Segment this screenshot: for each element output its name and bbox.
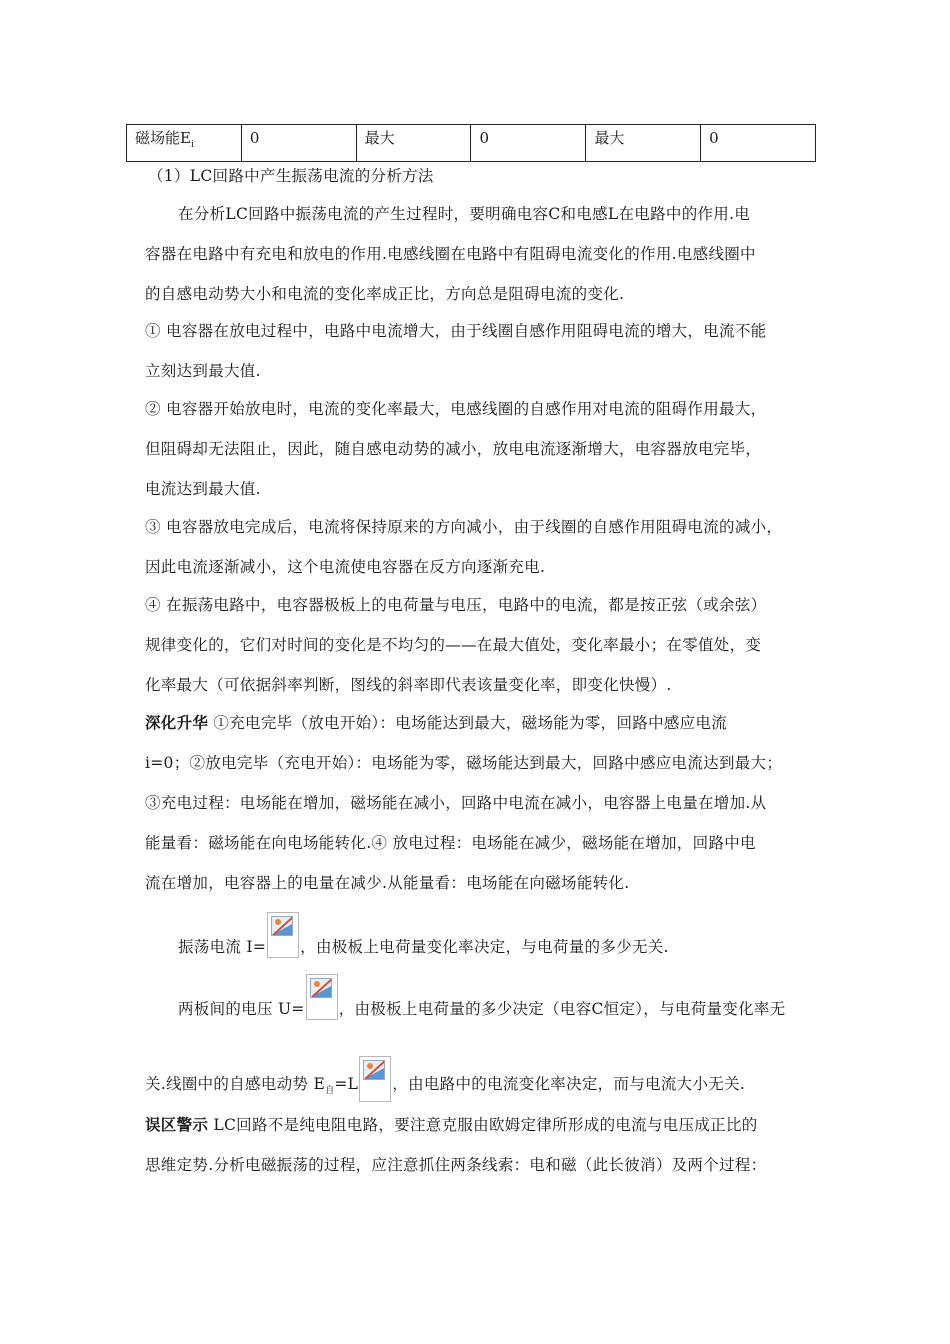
caution-line: 误区警示 LC回路不是纯电阻电路，要注意克服由欧姆定律所形成的电流与电压成正比的 bbox=[145, 1115, 758, 1134]
deepen-label: 深化升华 bbox=[145, 713, 209, 732]
deepen-line: 流在增加，电容器上的电量在减少.从能量看：电场能在向磁场能转化. bbox=[145, 874, 630, 892]
list-item-line: ④ 在振荡电路中，电容器极板上的电荷量与电压，电路中的电流，都是按正弦（或余弦） bbox=[145, 596, 767, 614]
formula-line-current: 振荡电流 I= ，由极板上电荷量变化率决定，与电荷量的多少无关. bbox=[178, 912, 669, 958]
list-item-line: 化率最大（可依据斜率判断，图线的斜率即代表该量变化率，即变化快慢）. bbox=[145, 676, 672, 694]
list-item-line: ③ 电容器放电完成后，电流将保持原来的方向减小，由于线圈的自感作用阻碍电流的减小， bbox=[145, 518, 783, 536]
formula-line-voltage: 两板间的电压 U= ，由极板上电荷量的多少决定（电容C恒定），与电荷量变化率无 bbox=[178, 974, 786, 1020]
paragraph-line: 容器在电路中有充电和放电的作用.电感线圈在电路中有阻碍电流变化的作用.电感线圈中 bbox=[145, 245, 756, 263]
table-cell: 0 bbox=[701, 125, 816, 162]
table-cell: 最大 bbox=[356, 125, 471, 162]
caution-line: 思维定势.分析电磁振荡的过程，应注意抓住两条线索：电和磁（此长彼消）及两个过程： bbox=[145, 1156, 767, 1174]
formula-image-icon bbox=[306, 974, 338, 1020]
list-item-line: ② 电容器开始放电时，电流的变化率最大，电感线圈的自感作用对电流的阻碍作用最大， bbox=[145, 400, 767, 418]
formula-image-icon bbox=[267, 912, 299, 958]
formula-image-icon bbox=[359, 1056, 391, 1102]
table-cell-label: 磁场能$E_i$ bbox=[127, 125, 242, 162]
table-cell: 最大 bbox=[586, 125, 701, 162]
deepen-line: ③充电过程：电场能在增加，磁场能在减小，回路中电流在减小，电容器上电量在增加.从 bbox=[145, 794, 767, 812]
deepen-line: i=0；②放电完毕（充电开始）：电场能为零，磁场能达到最大，回路中感应电流达到最大； bbox=[145, 754, 783, 772]
list-item-line: 规律变化的，它们对时间的变化是不均匀的——在最大值处，变化率最小；在零值处，变 bbox=[145, 636, 762, 654]
deepen-line: 深化升华 ①充电完毕（放电开始）：电场能达到最大，磁场能为零，回路中感应电流 bbox=[145, 713, 728, 732]
list-item-line: 因此电流逐渐减小，这个电流使电容器在反方向逐渐充电. bbox=[145, 558, 546, 576]
deepen-line: 能量看：磁场能在向电场能转化.④ 放电过程：电场能在减少，磁场能在增加，回路中电 bbox=[145, 834, 756, 852]
paragraph-line: 在分析LC回路中振荡电流的产生过程时，要明确电容C和电感L在电路中的作用.电 bbox=[178, 205, 751, 223]
formula-line-emf: 关.线圈中的自感电动势 $E_自=L$ ，由电路中的电流变化率决定，而与电流大小无关. bbox=[145, 1056, 745, 1102]
table-cell: 0 bbox=[471, 125, 586, 162]
energy-table bbox=[126, 124, 816, 162]
table-cell: 0 bbox=[241, 125, 356, 162]
energy-table-wrap bbox=[126, 124, 816, 162]
list-item-line: 但阻碍却无法阻止，因此，随自感电动势的减小，放电电流逐渐增大，电容器放电完毕， bbox=[145, 440, 762, 458]
section-title: （1）LC回路中产生振荡电流的分析方法 bbox=[148, 167, 434, 185]
list-item-line: ① 电容器在放电过程中，电路中电流增大，由于线圈自感作用阻碍电流的增大，电流不能 bbox=[145, 322, 767, 340]
table-row bbox=[127, 125, 816, 162]
paragraph-line: 的自感电动势大小和电流的变化率成正比，方向总是阻碍电流的变化. bbox=[145, 285, 625, 303]
list-item-line: 立刻达到最大值. bbox=[145, 362, 261, 380]
caution-label: 误区警示 bbox=[145, 1115, 209, 1134]
list-item-line: 电流达到最大值. bbox=[145, 480, 261, 498]
